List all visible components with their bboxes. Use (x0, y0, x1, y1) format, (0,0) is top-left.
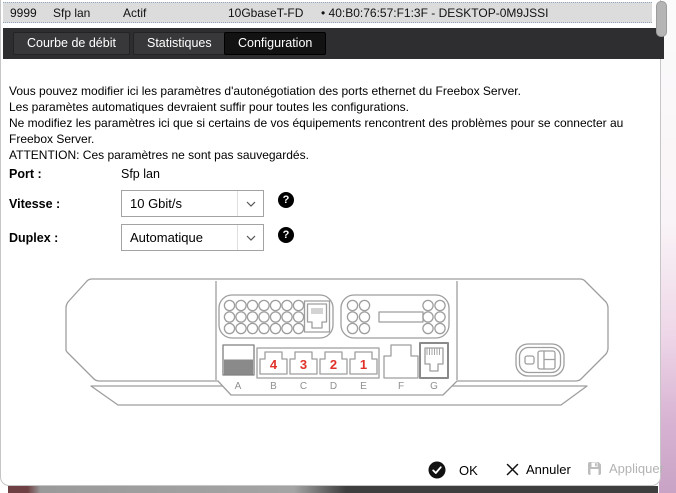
port-connected-device: • 40:B0:76:57:F1:3F - DESKTOP-0M9JSSI (321, 6, 549, 20)
port-number-2: 2 (329, 357, 338, 372)
speed-help-icon[interactable]: ? (278, 192, 294, 208)
check-circle-icon (428, 461, 446, 479)
freebox-diagram-svg (61, 272, 616, 412)
speed-field-label: Vitesse : (9, 197, 61, 211)
page-background-gradient (659, 0, 676, 493)
port-letter-g: G (430, 381, 438, 392)
ok-button[interactable] (428, 461, 478, 479)
duplex-help-icon[interactable]: ? (278, 227, 294, 243)
port-list-row[interactable] (3, 2, 652, 23)
port-number-3: 3 (299, 357, 308, 372)
port-field-value: Sfp lan (121, 167, 160, 181)
cancel-button-label: Annuler (526, 462, 571, 477)
freebox-rear-panel-diagram (61, 272, 616, 417)
ok-button-label: OK (459, 462, 478, 478)
port-letter-b: B (270, 381, 277, 392)
port-letter-d: D (329, 381, 338, 392)
description-text (9, 83, 649, 163)
cancel-button[interactable] (506, 462, 571, 477)
tab-bar (3, 28, 664, 59)
description-line: Ne modifiez les paramètres ici que si certains de vos équipements rencontrent des problèmes pour se connecter au Freebox Server. (9, 116, 624, 146)
tab-courbe-de-debit[interactable]: Courbe de débit (13, 32, 130, 55)
port-letter-c: C (299, 381, 308, 392)
duplex-selected-value: Automatique (130, 230, 203, 245)
port-number-1: 1 (359, 357, 368, 372)
port-letter-a: A (234, 381, 242, 392)
port-status: Actif (123, 6, 147, 20)
port-field-label: Port : (9, 167, 42, 181)
page-bottom-bar (8, 486, 658, 493)
x-icon (506, 463, 519, 476)
description-line: Vous pouvez modifier ici les paramètres d'autonégotiation des ports ethernet du Freebox Server. (9, 84, 521, 98)
speed-selected-value: 10 Gbit/s (130, 196, 183, 211)
scrollbar-thumb[interactable] (656, 1, 667, 37)
speed-select[interactable] (121, 190, 264, 217)
tab-statistiques[interactable]: Statistiques (133, 32, 226, 55)
duplex-field-label: Duplex : (9, 231, 59, 245)
port-number-4: 4 (269, 357, 278, 372)
chevron-down-icon (237, 191, 263, 216)
apply-button-disabled[interactable] (587, 461, 664, 476)
save-disk-icon (587, 461, 602, 476)
tab-configuration[interactable]: Configuration (224, 32, 326, 55)
apply-button-label: Appliquer (609, 461, 664, 476)
description-line: Les paramètes automatiques devraient suffir pour toutes les configurations. (9, 100, 410, 114)
duplex-select[interactable] (121, 224, 264, 251)
port-id: 9999 (10, 6, 37, 20)
description-warning: ATTENTION: Ces paramètres ne sont pas sauvegardés. (9, 148, 309, 162)
port-letter-e: E (360, 381, 367, 392)
port-letter-f: F (397, 381, 405, 392)
chevron-down-icon (237, 225, 263, 250)
port-link-mode: 10GbaseT-FD (228, 6, 304, 20)
port-name: Sfp lan (53, 6, 91, 20)
